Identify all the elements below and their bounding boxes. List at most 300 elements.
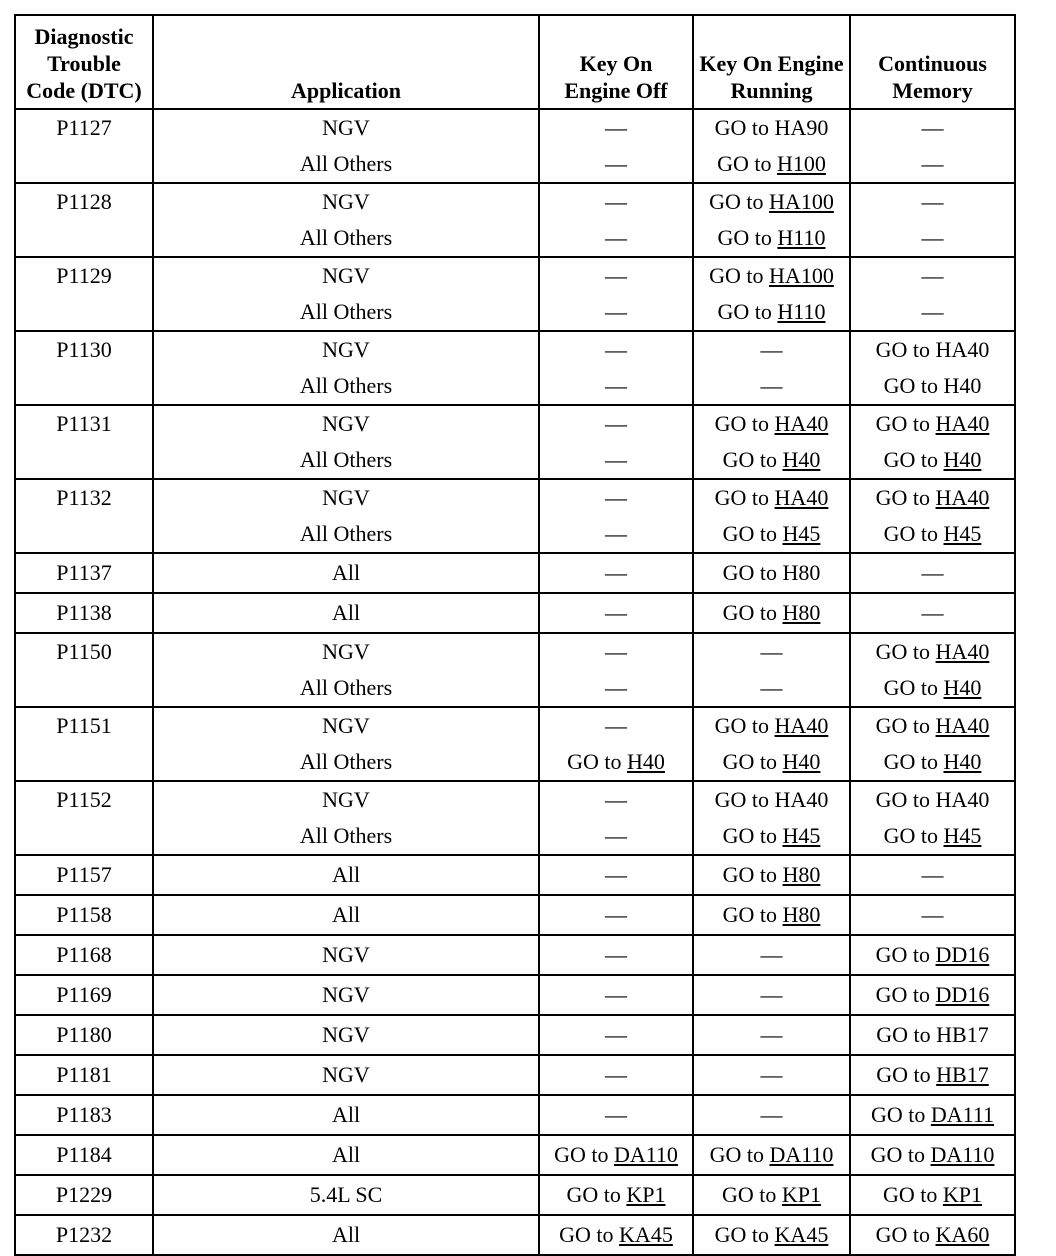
- key-on-engine-running-cell: [693, 183, 850, 257]
- key-on-engine-off-cell: [539, 1015, 693, 1055]
- key-on-engine-off-value: —: [605, 787, 627, 812]
- application-cell: [153, 405, 539, 479]
- pinpoint-test-link[interactable]: DD16: [935, 982, 990, 1007]
- key-on-engine-off-value: —: [605, 600, 627, 625]
- key-on-engine-off-value: [544, 1216, 688, 1254]
- key-on-engine-running-value: [698, 220, 845, 256]
- action-text: GO to: [722, 902, 783, 927]
- key-on-engine-off-cell: [539, 331, 693, 405]
- pinpoint-test-link[interactable]: HB17: [936, 1062, 989, 1087]
- action-text: GO to: [554, 1142, 614, 1167]
- dtc-code: P1158: [56, 902, 112, 927]
- key-on-engine-running-value: —: [760, 942, 783, 967]
- continuous-memory-value: [855, 1216, 1010, 1254]
- continuous-memory-cell: [850, 855, 1015, 895]
- application-cell: [153, 707, 539, 781]
- key-on-engine-running-cell: [693, 1015, 850, 1055]
- action-text: GO to: [566, 1182, 627, 1207]
- application-cell: [153, 781, 539, 855]
- continuous-memory-cell: [850, 1095, 1015, 1135]
- key-on-engine-running-value: [698, 480, 845, 516]
- continuous-memory-value: [855, 516, 1010, 552]
- table-row: [15, 257, 1015, 331]
- key-on-engine-running-cell: [693, 935, 850, 975]
- continuous-memory-cell: [850, 895, 1015, 935]
- application-cell: [153, 593, 539, 633]
- pinpoint-test-link[interactable]: H45: [943, 823, 982, 848]
- application-value: All Others: [299, 675, 393, 700]
- continuous-memory-value: [855, 936, 1010, 974]
- dtc-code: P1131: [56, 411, 112, 436]
- table-row: [15, 479, 1015, 553]
- continuous-memory-cell: [850, 331, 1015, 405]
- key-on-engine-off-value: —: [605, 902, 627, 927]
- key-on-engine-running-cell: [693, 257, 850, 331]
- key-on-engine-running-cell: [693, 975, 850, 1015]
- dtc-code-cell: [15, 553, 153, 593]
- pinpoint-test-link[interactable]: DA110: [769, 1142, 834, 1167]
- key-on-engine-off-cell: [539, 257, 693, 331]
- action-text: GO to: [883, 521, 944, 546]
- application-value: NGV: [322, 115, 370, 140]
- key-on-engine-running-cell: [693, 1095, 850, 1135]
- pinpoint-test-link[interactable]: H110: [777, 299, 826, 324]
- application-value: All Others: [299, 151, 393, 176]
- application-value: All Others: [299, 447, 393, 472]
- dtc-code: P1150: [56, 639, 112, 664]
- key-on-engine-off-cell: [539, 1135, 693, 1175]
- application-cell: [153, 257, 539, 331]
- continuous-memory-value: —: [921, 299, 944, 324]
- application-value: NGV: [322, 485, 370, 510]
- dtc-code: P1130: [56, 337, 112, 362]
- table-row: [15, 1095, 1015, 1135]
- key-on-engine-running-value: —: [760, 1102, 783, 1127]
- action-text: GO to: [559, 1222, 620, 1247]
- key-on-engine-running-value: [698, 896, 845, 934]
- continuous-memory-value: [855, 1056, 1010, 1094]
- pinpoint-test-link[interactable]: HA100: [769, 263, 834, 288]
- pinpoint-test-link[interactable]: DA111: [930, 1102, 995, 1127]
- continuous-memory-value: —: [921, 225, 944, 250]
- pinpoint-test-link[interactable]: DD16: [935, 942, 990, 967]
- continuous-memory-value: —: [921, 189, 944, 214]
- continuous-memory-cell: [850, 257, 1015, 331]
- key-on-engine-running-cell: [693, 855, 850, 895]
- table-row: [15, 707, 1015, 781]
- continuous-memory-value: —: [921, 600, 944, 625]
- continuous-memory-value: [855, 818, 1010, 854]
- table-row: [15, 1015, 1015, 1055]
- dtc-code-cell: [15, 183, 153, 257]
- continuous-memory-cell: [850, 1215, 1015, 1255]
- application-value: NGV: [322, 337, 370, 362]
- action-text: GO to: [714, 411, 775, 436]
- dtc-code: P1157: [56, 862, 112, 887]
- pinpoint-test-link[interactable]: H80: [782, 600, 821, 625]
- key-on-engine-off-value: —: [605, 485, 627, 510]
- key-on-engine-off-value: —: [605, 982, 627, 1007]
- application-cell: [153, 109, 539, 183]
- continuous-memory-cell: [850, 1135, 1015, 1175]
- continuous-memory-cell: [850, 553, 1015, 593]
- key-on-engine-off-cell: [539, 895, 693, 935]
- table-row: [15, 1175, 1015, 1215]
- key-on-engine-off-value: [544, 1136, 688, 1174]
- continuous-memory-cell: [850, 935, 1015, 975]
- continuous-memory-cell: [850, 593, 1015, 633]
- table-row: [15, 1135, 1015, 1175]
- continuous-memory-value: [855, 1096, 1010, 1134]
- key-on-engine-off-value: —: [605, 1022, 627, 1047]
- application-value: All Others: [299, 749, 393, 774]
- action-text: GO to: [722, 823, 783, 848]
- dtc-code: P1229: [55, 1182, 113, 1207]
- action-text: GO to: [722, 862, 783, 887]
- pinpoint-test-link[interactable]: HA40: [935, 639, 990, 664]
- key-on-engine-off-cell: [539, 183, 693, 257]
- action-text: GO to: [717, 151, 777, 176]
- dtc-code-cell: [15, 331, 153, 405]
- table-row: [15, 1055, 1015, 1095]
- key-on-engine-running-cell: [693, 553, 850, 593]
- pinpoint-test-link[interactable]: KA45: [774, 1222, 829, 1247]
- continuous-memory-cell: [850, 1175, 1015, 1215]
- action-text: GO to: [875, 1222, 936, 1247]
- key-on-engine-off-value: —: [605, 823, 627, 848]
- continuous-memory-value: —: [921, 115, 944, 140]
- continuous-memory-value: [855, 670, 1010, 706]
- dtc-code: P1183: [56, 1102, 112, 1127]
- application-value: NGV: [322, 639, 370, 664]
- header-key-on-engine-running: Key On Engine Running: [693, 15, 850, 109]
- dtc-code-cell: [15, 1135, 153, 1175]
- key-on-engine-running-value: [698, 294, 845, 330]
- action-text: GO to: [714, 1222, 775, 1247]
- continuous-memory-cell: [850, 781, 1015, 855]
- table-row: [15, 331, 1015, 405]
- key-on-engine-off-cell: [539, 855, 693, 895]
- table-row: [15, 405, 1015, 479]
- pinpoint-test-link[interactable]: H45: [943, 521, 982, 546]
- key-on-engine-off-value: —: [605, 337, 627, 362]
- table-row: [15, 781, 1015, 855]
- continuous-memory-value: [855, 1136, 1010, 1174]
- action-text: GO to: [876, 1062, 937, 1087]
- pinpoint-test-link[interactable]: H80: [782, 902, 821, 927]
- key-on-engine-off-cell: [539, 1175, 693, 1215]
- pinpoint-test-link[interactable]: KA45: [619, 1222, 673, 1247]
- continuous-memory-cell: [850, 479, 1015, 553]
- continuous-memory-value: [855, 708, 1010, 744]
- continuous-memory-value: —: [921, 151, 944, 176]
- dtc-code: P1138: [56, 600, 112, 625]
- application-cell: [153, 1095, 539, 1135]
- dtc-code-cell: [15, 1215, 153, 1255]
- key-on-engine-off-value: —: [605, 942, 627, 967]
- key-on-engine-running-value: —: [760, 675, 783, 700]
- key-on-engine-off-value: —: [605, 447, 627, 472]
- continuous-memory-cell: [850, 1055, 1015, 1095]
- application-cell: [153, 1055, 539, 1095]
- application-value: All: [331, 902, 361, 927]
- key-on-engine-off-value: —: [605, 862, 627, 887]
- key-on-engine-running-value: —: [760, 1022, 783, 1047]
- pinpoint-test-link[interactable]: H100: [777, 151, 826, 176]
- application-value: All: [331, 1102, 361, 1127]
- pinpoint-test-link[interactable]: HA40: [774, 713, 829, 738]
- action-text: GO to: [567, 749, 627, 774]
- key-on-engine-off-value: —: [605, 411, 627, 436]
- dtc-code: P1180: [56, 1022, 112, 1047]
- dtc-code-cell: [15, 707, 153, 781]
- header-dtc: Diagnostic Trouble Code (DTC): [15, 15, 153, 109]
- pinpoint-test-link[interactable]: HA40: [774, 411, 829, 436]
- dtc-code: P1168: [56, 942, 112, 967]
- pinpoint-test-link[interactable]: H40: [943, 749, 982, 774]
- dtc-code-cell: [15, 1055, 153, 1095]
- key-on-engine-running-cell: [693, 405, 850, 479]
- key-on-engine-running-cell: [693, 707, 850, 781]
- dtc-code-cell: [15, 479, 153, 553]
- continuous-memory-value: —: [921, 862, 944, 887]
- key-on-engine-running-cell: [693, 1175, 850, 1215]
- key-on-engine-running-value: [698, 744, 845, 780]
- key-on-engine-running-value: —: [760, 1062, 783, 1087]
- dtc-code: P1137: [56, 560, 112, 585]
- pinpoint-test-link[interactable]: HA40: [935, 485, 990, 510]
- application-value: All: [331, 600, 361, 625]
- pinpoint-test-link[interactable]: H45: [782, 823, 821, 848]
- dtc-code: P1132: [56, 485, 112, 510]
- pinpoint-test-link[interactable]: KP1: [626, 1182, 666, 1207]
- key-on-engine-running-value: [698, 146, 845, 182]
- continuous-memory-value: —: [921, 263, 944, 288]
- continuous-memory-value: [855, 480, 1010, 516]
- key-on-engine-off-cell: [539, 935, 693, 975]
- key-on-engine-running-value: GO to H80: [722, 560, 821, 585]
- application-value: NGV: [322, 787, 370, 812]
- key-on-engine-off-value: —: [605, 373, 627, 398]
- pinpoint-test-link[interactable]: KP1: [942, 1182, 982, 1207]
- pinpoint-test-link[interactable]: H40: [782, 447, 821, 472]
- continuous-memory-value: GO to HB17: [876, 1022, 989, 1047]
- key-on-engine-off-value: —: [605, 713, 627, 738]
- key-on-engine-running-value: [698, 708, 845, 744]
- application-value: NGV: [322, 942, 370, 967]
- pinpoint-test-link[interactable]: DA110: [613, 1142, 678, 1167]
- application-cell: [153, 1015, 539, 1055]
- dtc-code-cell: [15, 1095, 153, 1135]
- application-value: NGV: [322, 982, 370, 1007]
- table-row: [15, 109, 1015, 183]
- key-on-engine-off-cell: [539, 781, 693, 855]
- key-on-engine-off-cell: [539, 479, 693, 553]
- dtc-code-cell: [15, 109, 153, 183]
- dtc-code-cell: [15, 405, 153, 479]
- dtc-code-cell: [15, 975, 153, 1015]
- pinpoint-test-link[interactable]: HA40: [774, 485, 829, 510]
- application-value: NGV: [322, 1022, 370, 1047]
- pinpoint-test-link[interactable]: KA60: [935, 1222, 990, 1247]
- table-row: [15, 1215, 1015, 1255]
- dtc-code: P1127: [56, 115, 112, 140]
- continuous-memory-value: GO to HA40: [875, 337, 990, 362]
- key-on-engine-running-value: [698, 1136, 845, 1174]
- continuous-memory-value: GO to HA40: [875, 787, 990, 812]
- pinpoint-test-link[interactable]: H40: [627, 749, 665, 774]
- action-text: GO to: [714, 485, 775, 510]
- key-on-engine-off-value: —: [605, 675, 627, 700]
- key-on-engine-running-value: [698, 516, 845, 552]
- key-on-engine-off-value: —: [605, 521, 627, 546]
- application-value: 5.4L SC: [309, 1182, 383, 1207]
- dtc-code: P1128: [56, 189, 112, 214]
- key-on-engine-running-value: [698, 184, 845, 220]
- application-cell: [153, 975, 539, 1015]
- key-on-engine-running-cell: [693, 633, 850, 707]
- key-on-engine-off-value: —: [605, 225, 627, 250]
- dtc-code: P1181: [56, 1062, 112, 1087]
- key-on-engine-running-value: [698, 258, 845, 294]
- key-on-engine-off-cell: [539, 109, 693, 183]
- continuous-memory-cell: [850, 405, 1015, 479]
- key-on-engine-off-cell: [539, 975, 693, 1015]
- continuous-memory-value: —: [921, 902, 944, 927]
- pinpoint-test-link[interactable]: HA100: [769, 189, 834, 214]
- dtc-code-cell: [15, 1015, 153, 1055]
- pinpoint-test-link[interactable]: H80: [782, 862, 821, 887]
- action-text: GO to: [883, 447, 944, 472]
- key-on-engine-off-cell: [539, 1215, 693, 1255]
- key-on-engine-running-cell: [693, 781, 850, 855]
- action-text: GO to: [875, 639, 936, 664]
- action-text: GO to: [709, 1142, 770, 1167]
- action-text: GO to: [709, 189, 770, 214]
- application-value: All Others: [299, 299, 393, 324]
- continuous-memory-value: [855, 976, 1010, 1014]
- action-text: GO to: [721, 1182, 782, 1207]
- key-on-engine-running-value: [698, 1176, 845, 1214]
- key-on-engine-off-cell: [539, 1095, 693, 1135]
- dtc-code-cell: [15, 895, 153, 935]
- key-on-engine-running-cell: [693, 593, 850, 633]
- key-on-engine-running-value: —: [760, 373, 783, 398]
- key-on-engine-off-value: —: [605, 560, 627, 585]
- dtc-code-cell: [15, 1175, 153, 1215]
- key-on-engine-off-value: —: [605, 299, 627, 324]
- pinpoint-test-link[interactable]: KP1: [781, 1182, 821, 1207]
- key-on-engine-running-value: [698, 818, 845, 854]
- table-row: [15, 183, 1015, 257]
- key-on-engine-off-cell: [539, 707, 693, 781]
- key-on-engine-running-cell: [693, 1135, 850, 1175]
- key-on-engine-running-value: [698, 406, 845, 442]
- action-text: GO to: [722, 447, 783, 472]
- application-value: NGV: [322, 1062, 370, 1087]
- dtc-code-cell: [15, 593, 153, 633]
- key-on-engine-running-value: —: [760, 982, 783, 1007]
- key-on-engine-off-cell: [539, 593, 693, 633]
- key-on-engine-running-cell: [693, 479, 850, 553]
- dtc-code: P1152: [56, 787, 112, 812]
- pinpoint-test-link[interactable]: H110: [777, 225, 826, 250]
- dtc-code-cell: [15, 781, 153, 855]
- dtc-code-cell: [15, 855, 153, 895]
- continuous-memory-value: [855, 1176, 1010, 1214]
- pinpoint-test-link[interactable]: H40: [782, 749, 821, 774]
- action-text: GO to: [875, 713, 936, 738]
- application-value: All Others: [299, 373, 393, 398]
- application-value: NGV: [322, 411, 370, 436]
- application-cell: [153, 633, 539, 707]
- application-value: All: [331, 560, 361, 585]
- pinpoint-test-link[interactable]: DA110: [930, 1142, 995, 1167]
- key-on-engine-off-value: —: [605, 151, 627, 176]
- application-value: All: [331, 1142, 361, 1167]
- key-on-engine-off-cell: [539, 1055, 693, 1095]
- application-value: All Others: [299, 225, 393, 250]
- key-on-engine-off-cell: [539, 405, 693, 479]
- application-cell: [153, 331, 539, 405]
- action-text: GO to: [722, 749, 783, 774]
- key-on-engine-off-value: —: [605, 1102, 627, 1127]
- pinpoint-test-link[interactable]: HA40: [935, 411, 990, 436]
- dtc-code: P1232: [55, 1222, 113, 1247]
- pinpoint-test-link[interactable]: H40: [943, 675, 982, 700]
- action-text: GO to: [875, 982, 936, 1007]
- action-text: GO to: [875, 485, 936, 510]
- application-cell: [153, 895, 539, 935]
- header-application: Application: [153, 15, 539, 109]
- key-on-engine-off-value: —: [605, 189, 627, 214]
- application-value: NGV: [322, 189, 370, 214]
- dtc-code-cell: [15, 935, 153, 975]
- key-on-engine-running-cell: [693, 109, 850, 183]
- pinpoint-test-link[interactable]: H40: [943, 447, 982, 472]
- pinpoint-test-link[interactable]: H45: [782, 521, 821, 546]
- key-on-engine-running-value: [698, 442, 845, 478]
- pinpoint-test-link[interactable]: HA40: [935, 713, 990, 738]
- application-value: NGV: [322, 263, 370, 288]
- key-on-engine-off-value: —: [605, 115, 627, 140]
- table-row: [15, 895, 1015, 935]
- action-text: GO to: [875, 411, 936, 436]
- key-on-engine-running-cell: [693, 331, 850, 405]
- key-on-engine-off-value: —: [605, 639, 627, 664]
- continuous-memory-cell: [850, 1015, 1015, 1055]
- continuous-memory-value: [855, 442, 1010, 478]
- continuous-memory-value: GO to H40: [883, 373, 982, 398]
- application-value: All: [331, 862, 361, 887]
- key-on-engine-off-cell: [539, 553, 693, 593]
- dtc-code-cell: [15, 257, 153, 331]
- action-text: GO to: [714, 713, 775, 738]
- application-value: NGV: [322, 713, 370, 738]
- table-row: [15, 855, 1015, 895]
- continuous-memory-cell: [850, 707, 1015, 781]
- action-text: GO to: [870, 1142, 931, 1167]
- key-on-engine-running-value: [698, 856, 845, 894]
- table-row: [15, 593, 1015, 633]
- dtc-code: P1129: [56, 263, 112, 288]
- application-cell: [153, 553, 539, 593]
- application-cell: [153, 183, 539, 257]
- dtc-code: P1169: [56, 982, 112, 1007]
- dtc-code: P1151: [56, 713, 112, 738]
- table-row: [15, 553, 1015, 593]
- key-on-engine-running-cell: [693, 895, 850, 935]
